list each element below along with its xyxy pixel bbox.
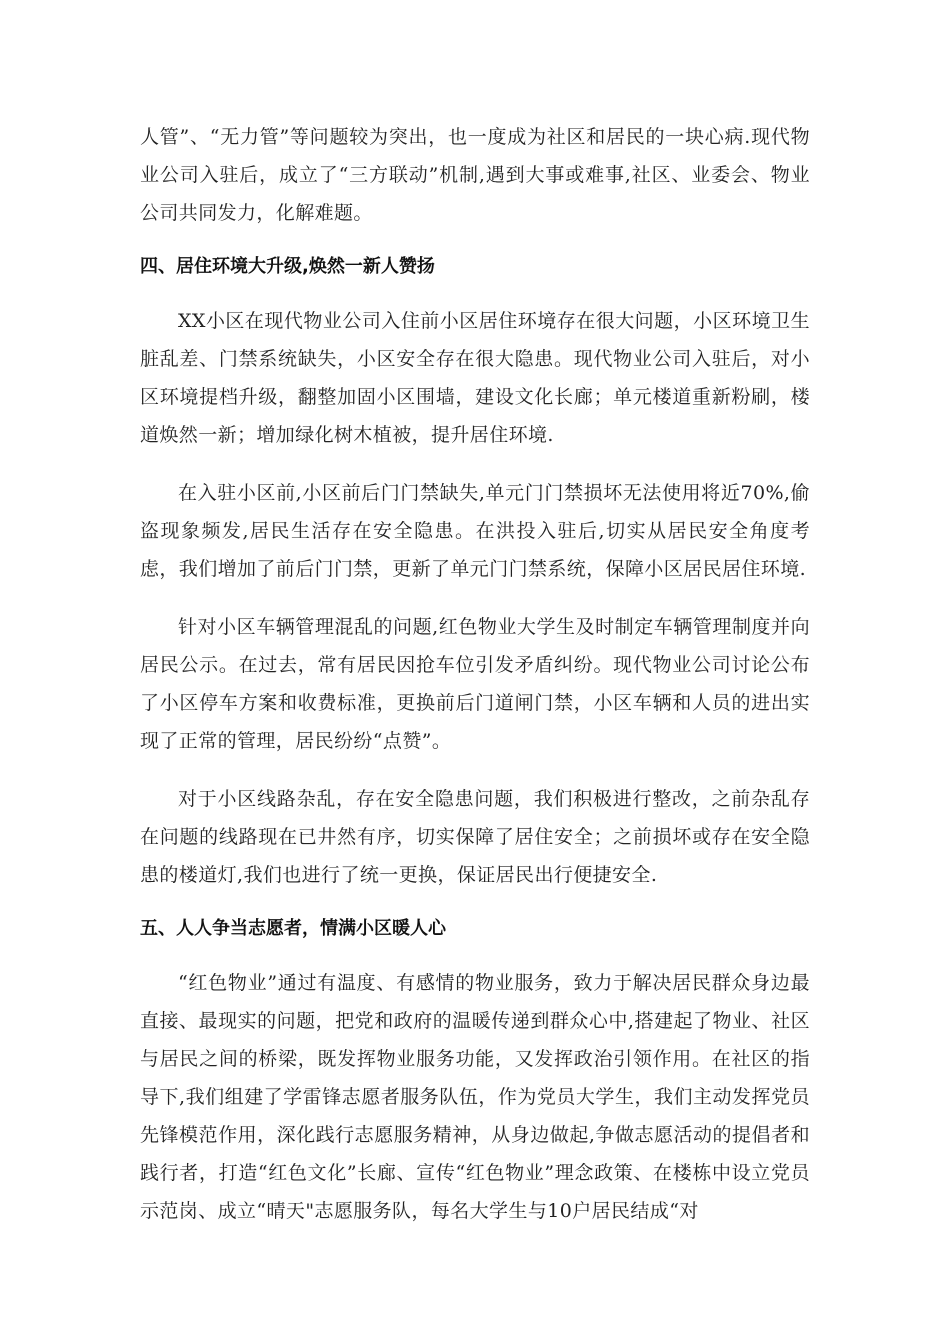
section-heading-5: 五、人人争当志愿者，情满小区暖人心 [140, 918, 446, 939]
paragraph-4: 针对小区车辆管理混乱的问题,红色物业大学生及时制定车辆管理制度并向居民公示。在过去，常有居民因抢车位引发矛盾纠纷。现代物业公司讨论公布了小区停车方案和收费标准，更换前后门道闸门禁，小区车辆和人员的进出实现了正常的管理，居民纷纷“点赞”。 [140, 616, 810, 752]
paragraph-5: 对于小区线路杂乱，存在安全隐患问题，我们积极进行整改，之前杂乱存在问题的线路现在已井然有序，切实保障了居住安全；之前损坏或存在安全隐患的楼道灯,我们也进行了统一更换，保证居民出行便捷安全. [140, 788, 810, 886]
paragraph-2: XX小区在现代物业公司入住前小区居住环境存在很大问题，小区环境卫生脏乱差、门禁系统缺失，小区安全存在很大隐患。现代物业公司入驻后，对小区环境提档升级，翻整加固小区围墙，建设文化长廊；单元楼道重新粉刷，楼道焕然一新；增加绿化树木植被，提升居住环境. [140, 310, 810, 446]
paragraph-1: 人管”、“无力管”等问题较为突出，也一度成为社区和居民的一块心病.现代物业公司入驻后，成立了“三方联动”机制,遇到大事或难事,社区、业委会、物业公司共同发力，化解难题。 [140, 126, 810, 224]
section-heading-4: 四、居住环境大升级,焕然一新人赞扬 [140, 256, 435, 277]
paragraph-3: 在入驻小区前,小区前后门门禁缺失,单元门门禁损坏无法使用将近70%,偷盗现象频发,居民生活存在安全隐患。在洪投入驻后,切实从居民安全角度考虑，我们增加了前后门门禁，更新了单元门门禁系统，保障小区居民居住环境. [140, 482, 810, 580]
paragraph-6: “红色物业”通过有温度、有感情的物业服务，致力于解决居民群众身边最直接、最现实的问题，把党和政府的温暖传递到群众心中,搭建起了物业、社区与居民之间的桥梁，既发挥物业服务功能，又发挥政治引领作用。在社区的指导下,我们组建了学雷锋志愿者服务队伍，作为党员大学生，我们主动发挥党员先锋模范作用，深化践行志愿服务精神，从身边做起,争做志愿活动的提倡者和践行者，打造“红色文化”长廊、宣传“红色物业”理念政策、在楼栋中设立党员示范岗、成立“晴天"志愿服务队，每名大学生与10户居民结成“对 [140, 972, 810, 1222]
document-body [140, 118, 810, 1230]
